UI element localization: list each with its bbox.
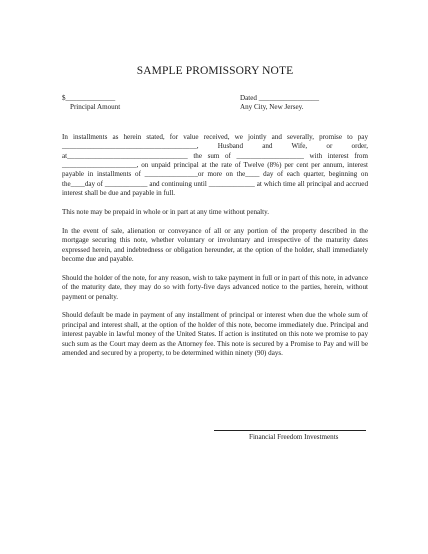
- location-text: Any City, New Jersey.: [240, 103, 304, 112]
- document-title: SAMPLE PROMISSORY NOTE: [136, 65, 294, 77]
- paragraph-installments: In installments as herein stated, for value received, we jointly and severally, promise to pay ______________________________________, Husband and Wife, or order, at__________________________________ the sum of ___________________ with interest from _____________________, on unpaid principal at the rate of Twelve (8%) per cent per annum, interest payable in installments of _______________or more on the____ day of each quarter, beginning on the____day of ____________ and continuing until _____________ at which time all principal and accrued interest shall be due and payable in full.: [62, 132, 368, 198]
- paragraph-sale-conveyance: In the event of sale, alienation or conveyance of all or any portion of the property described in the mortgage securing this note, whether voluntary or involuntary and irrespective of the maturity dates expressed herein, and indebtedness or obligation hereunder, at the option of the holder, shall immediately become due and payable.: [62, 226, 368, 264]
- document-page: [62, 64, 368, 441]
- signature-name: Financial Freedom Investments: [249, 433, 339, 441]
- paragraph-default: Should default be made in payment of any installment of principal or interest when due the whole sum of principal and interest shall, at the option of the holder of this note, become immediately due. Principal and interest payable in lawful money of the United States. If action is instituted on this note we promise to pay such sum as the Court may deem as the Attorney fee. This note is secured by a Promise to Pay and will be amended and secured by a property, to be determined within ninety (90) days.: [62, 311, 368, 358]
- signature-line: [214, 430, 366, 431]
- amount-line: $______________: [62, 94, 116, 102]
- signature-block: [214, 430, 368, 442]
- dated-block: [240, 94, 368, 113]
- paragraph-prepayment: This note may be prepaid in whole or in part at any time without penalty.: [62, 208, 269, 217]
- principal-amount-label: Principal Amount: [70, 103, 121, 112]
- principal-amount-block: [62, 94, 172, 113]
- header-row: [62, 94, 368, 113]
- paragraph-early-payment: Should the holder of the note, for any reason, wish to take payment in full or in part of this note, in advance of the maturity date, they may do so with forty-five days advanced notice to the parties, herein, without payment or penalty.: [62, 273, 368, 301]
- dated-line: Dated _________________: [240, 94, 320, 102]
